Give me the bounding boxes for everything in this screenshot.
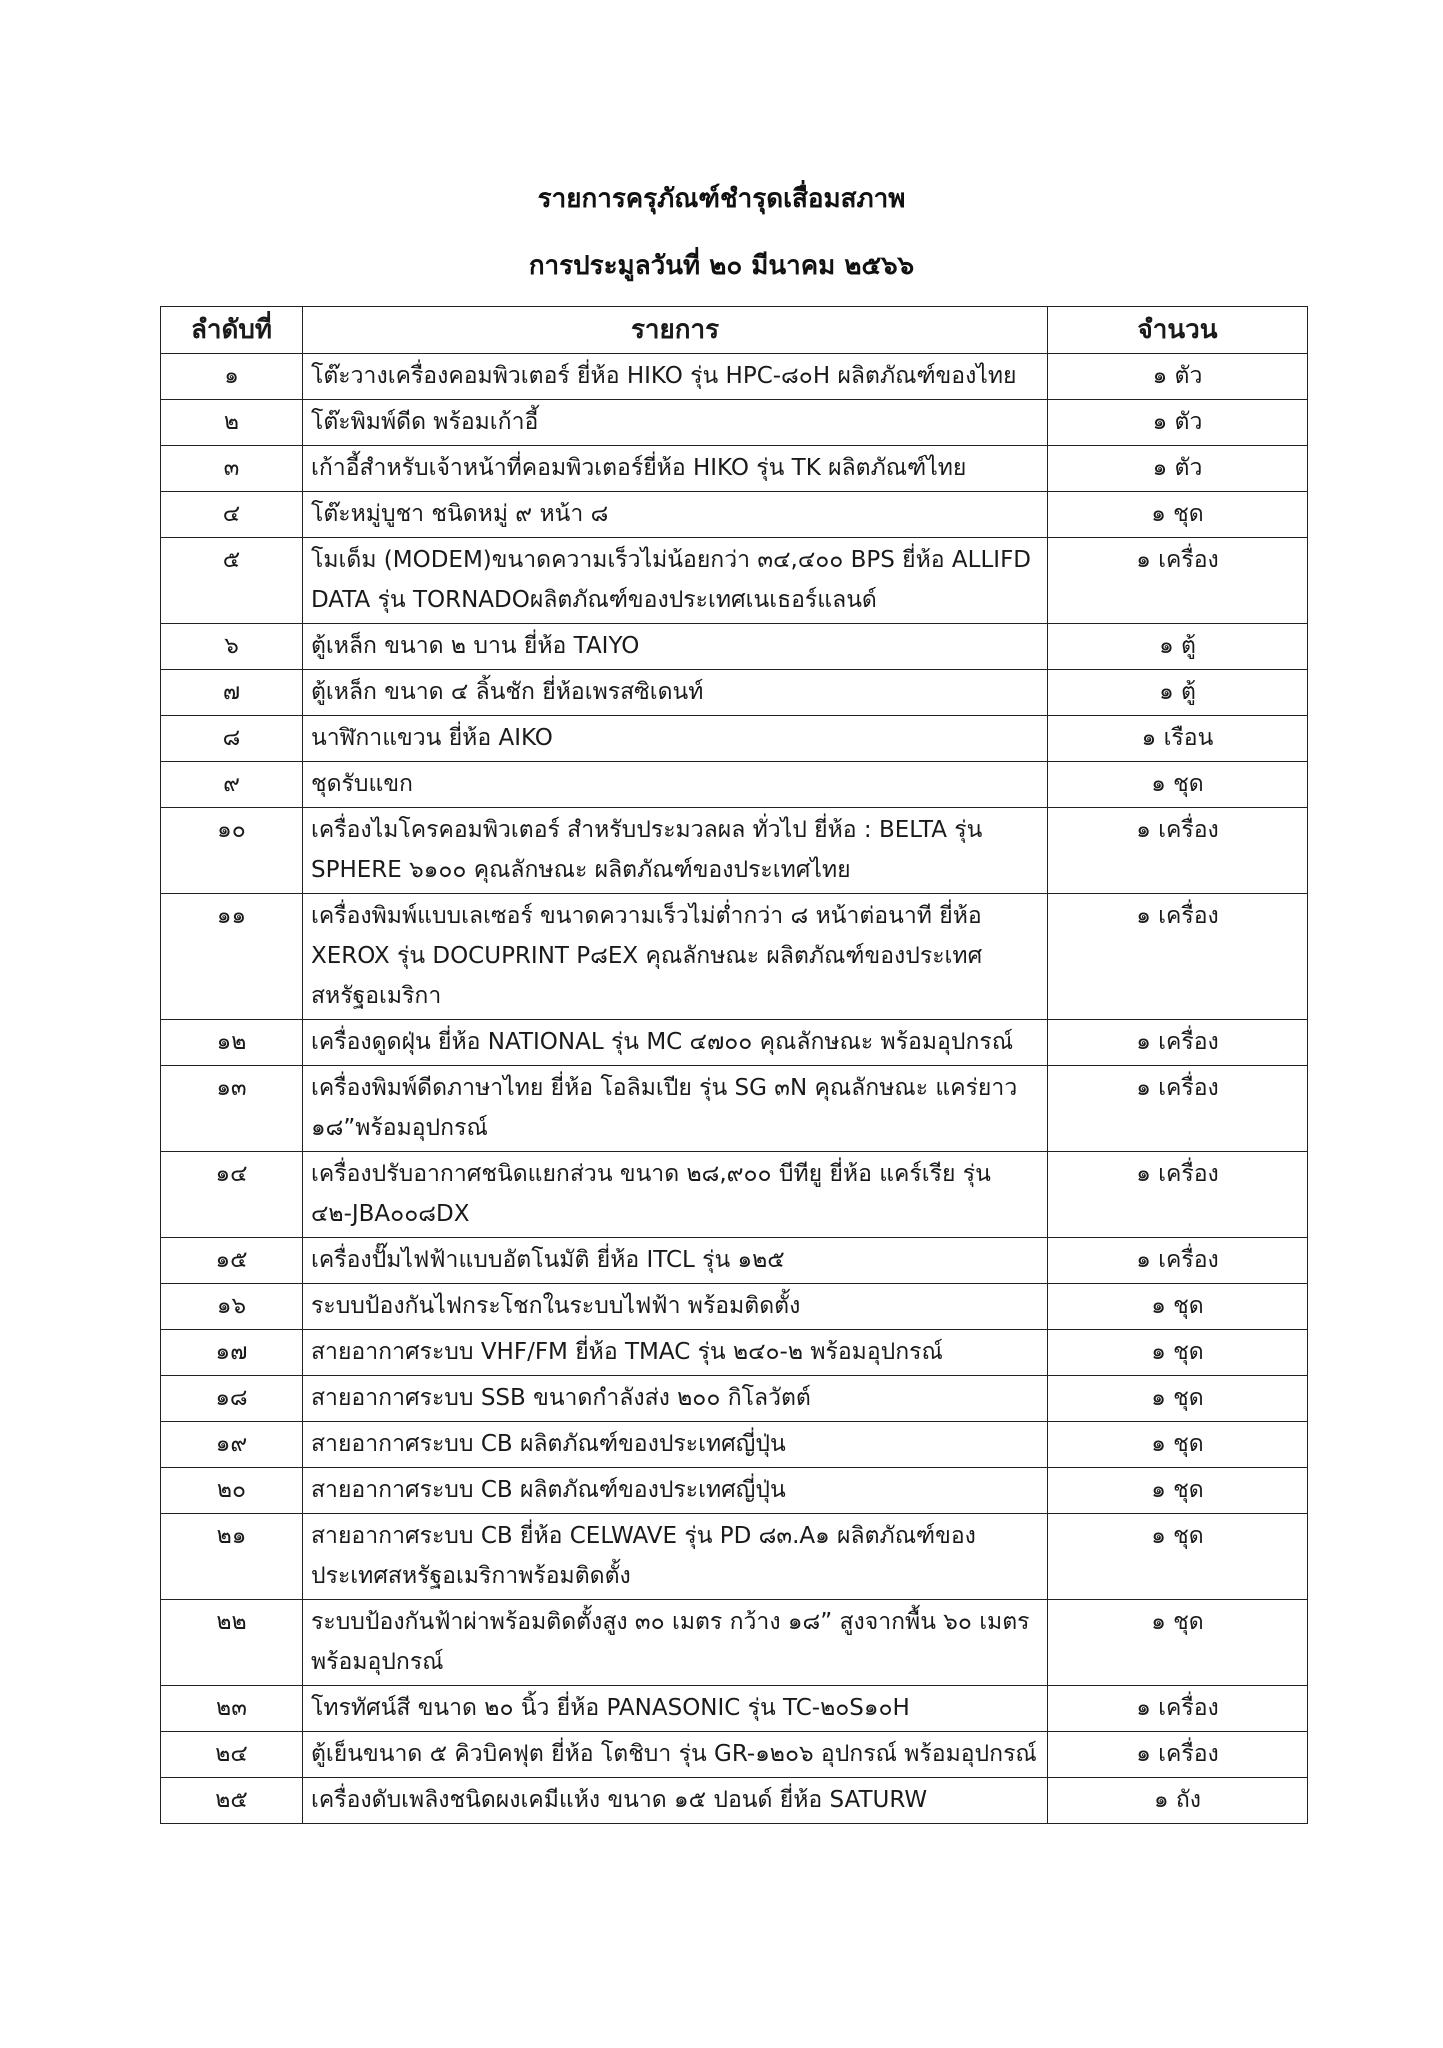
row-item: ตู้เหล็ก ขนาด ๒ บาน ยี่ห้อ TAIYO <box>303 624 1048 670</box>
row-item: โต๊ะวางเครื่องคอมพิวเตอร์ ยี่ห้อ HIKO รุ่น HPC-๘๐H ผลิตภัณฑ์ของไทย <box>303 354 1048 400</box>
table-row <box>161 1238 1308 1284</box>
row-item: สายอากาศระบบ VHF/FM ยี่ห้อ TMAC รุ่น ๒๔๐-๒ พร้อมอุปกรณ์ <box>303 1330 1048 1376</box>
row-quantity: ๑ เครื่อง <box>1048 1020 1308 1066</box>
row-quantity: ๑ ตัว <box>1048 446 1308 492</box>
table-row <box>161 670 1308 716</box>
row-item: เครื่องดับเพลิงชนิดผงเคมีแห้ง ขนาด ๑๕ ปอนด์ ยี่ห้อ SATURW <box>303 1778 1048 1824</box>
row-item: นาฬิกาแขวน ยี่ห้อ AIKO <box>303 716 1048 762</box>
table-row <box>161 1600 1308 1686</box>
row-number: ๒๓ <box>161 1686 303 1732</box>
table-row <box>161 624 1308 670</box>
row-item: ระบบป้องกันไฟกระโชกในระบบไฟฟ้า พร้อมติดตั้ง <box>303 1284 1048 1330</box>
row-number: ๒๔ <box>161 1732 303 1778</box>
row-quantity: ๑ ตัว <box>1048 354 1308 400</box>
row-number: ๙ <box>161 762 303 808</box>
row-item: เครื่องปั๊มไฟฟ้าแบบอัตโนมัติ ยี่ห้อ ITCL รุ่น ๑๒๕ <box>303 1238 1048 1284</box>
row-number: ๓ <box>161 446 303 492</box>
row-number: ๑๘ <box>161 1376 303 1422</box>
row-quantity: ๑ ชุด <box>1048 1514 1308 1600</box>
table-row <box>161 1020 1308 1066</box>
header-qty: จำนวน <box>1048 307 1308 354</box>
row-quantity: ๑ ตัว <box>1048 400 1308 446</box>
row-quantity: ๑ ตู้ <box>1048 670 1308 716</box>
row-item: ตู้เหล็ก ขนาด ๔ ลิ้นชัก ยี่ห้อเพรสซิเดนท์ <box>303 670 1048 716</box>
table-row <box>161 1732 1308 1778</box>
row-item: เครื่องไมโครคอมพิวเตอร์ สำหรับประมวลผล ทั่วไป ยี่ห้อ : BELTA รุ่น SPHERE ๖๑๐๐ คุณลักษณะ ผลิตภัณฑ์ของประเทศไทย <box>303 808 1048 894</box>
table-row <box>161 808 1308 894</box>
row-quantity: ๑ ชุด <box>1048 1330 1308 1376</box>
table-row <box>161 1066 1308 1152</box>
row-item: สายอากาศระบบ CB ยี่ห้อ CELWAVE รุ่น PD ๘๓.A๑ ผลิตภัณฑ์ของประเทศสหรัฐอเมริกาพร้อมติดตั้ง <box>303 1514 1048 1600</box>
row-number: ๒๑ <box>161 1514 303 1600</box>
row-number: ๔ <box>161 492 303 538</box>
row-item: สายอากาศระบบ CB ผลิตภัณฑ์ของประเทศญี่ปุ่น <box>303 1468 1048 1514</box>
row-number: ๖ <box>161 624 303 670</box>
items-table <box>160 306 1308 1824</box>
row-quantity: ๑ เครื่อง <box>1048 894 1308 1020</box>
row-number: ๑๑ <box>161 894 303 1020</box>
header-no: ลำดับที่ <box>161 307 303 354</box>
row-item: ชุดรับแขก <box>303 762 1048 808</box>
row-number: ๒๐ <box>161 1468 303 1514</box>
row-item: เครื่องพิมพ์ดีดภาษาไทย ยี่ห้อ โอลิมเปีย รุ่น SG ๓N คุณลักษณะ แคร่ยาว ๑๘”พร้อมอุปกรณ์ <box>303 1066 1048 1152</box>
row-quantity: ๑ ชุด <box>1048 1376 1308 1422</box>
row-quantity: ๑ ชุด <box>1048 1600 1308 1686</box>
row-quantity: ๑ เรือน <box>1048 716 1308 762</box>
row-number: ๑๙ <box>161 1422 303 1468</box>
table-row <box>161 538 1308 624</box>
table-row <box>161 492 1308 538</box>
row-quantity: ๑ เครื่อง <box>1048 1066 1308 1152</box>
table-row <box>161 1284 1308 1330</box>
row-item: ตู้เย็นขนาด ๕ คิวบิคฟุต ยี่ห้อ โตชิบา รุ่น GR-๑๒๐๖ อุปกรณ์ พร้อมอุปกรณ์ <box>303 1732 1048 1778</box>
row-number: ๑๔ <box>161 1152 303 1238</box>
row-quantity: ๑ ชุด <box>1048 492 1308 538</box>
row-item: เครื่องปรับอากาศชนิดแยกส่วน ขนาด ๒๘,๙๐๐ บีทียู ยี่ห้อ แคร์เรีย รุ่น ๔๒-JBA๐๐๘DX <box>303 1152 1048 1238</box>
document-title: รายการครุภัณฑ์ชำรุดเสื่อมสภาพ <box>537 184 906 214</box>
row-quantity: ๑ เครื่อง <box>1048 1732 1308 1778</box>
row-quantity: ๑ ชุด <box>1048 1468 1308 1514</box>
table-row <box>161 1330 1308 1376</box>
table-row <box>161 446 1308 492</box>
row-quantity: ๑ ถัง <box>1048 1778 1308 1824</box>
row-quantity: ๑ เครื่อง <box>1048 1238 1308 1284</box>
row-item: เครื่องพิมพ์แบบเลเซอร์ ขนาดความเร็วไม่ต่ำกว่า ๘ หน้าต่อนาที ยี่ห้อ XEROX รุ่น DOCUPRINT P๘EX คุณลักษณะ ผลิตภัณฑ์ของประเทศสหรัฐอเมริกา <box>303 894 1048 1020</box>
row-number: ๒๕ <box>161 1778 303 1824</box>
row-number: ๑๖ <box>161 1284 303 1330</box>
row-item: โมเด็ม (MODEM)ขนาดความเร็วไม่น้อยกว่า ๓๔,๔๐๐ BPS ยี่ห้อ ALLIFD DATA รุ่น TORNADOผลิตภัณฑ์ของประเทศเนเธอร์แลนด์ <box>303 538 1048 624</box>
row-item: โต๊ะพิมพ์ดีด พร้อมเก้าอี้ <box>303 400 1048 446</box>
row-number: ๑ <box>161 354 303 400</box>
row-quantity: ๑ ชุด <box>1048 1284 1308 1330</box>
row-number: ๕ <box>161 538 303 624</box>
document-subtitle: การประมูลวันที่ ๒๐ มีนาคม ๒๕๖๖ <box>528 251 915 281</box>
row-number: ๑๓ <box>161 1066 303 1152</box>
table-row <box>161 354 1308 400</box>
row-number: ๒ <box>161 400 303 446</box>
table-row <box>161 1778 1308 1824</box>
header-item: รายการ <box>303 307 1048 354</box>
table-row <box>161 1514 1308 1600</box>
row-number: ๘ <box>161 716 303 762</box>
row-quantity: ๑ เครื่อง <box>1048 538 1308 624</box>
row-number: ๑๐ <box>161 808 303 894</box>
row-number: ๑๗ <box>161 1330 303 1376</box>
row-quantity: ๑ ชุด <box>1048 1422 1308 1468</box>
table-row <box>161 1376 1308 1422</box>
table-row <box>161 1686 1308 1732</box>
row-item: โต๊ะหมู่บูชา ชนิดหมู่ ๙ หน้า ๘ <box>303 492 1048 538</box>
table-row <box>161 894 1308 1020</box>
row-quantity: ๑ เครื่อง <box>1048 808 1308 894</box>
row-quantity: ๑ ตู้ <box>1048 624 1308 670</box>
table-header-row <box>161 307 1308 354</box>
table-row <box>161 1422 1308 1468</box>
row-number: ๑๒ <box>161 1020 303 1066</box>
row-item: สายอากาศระบบ CB ผลิตภัณฑ์ของประเทศญี่ปุ่น <box>303 1422 1048 1468</box>
row-item: ระบบป้องกันฟ้าผ่าพร้อมติดตั้งสูง ๓๐ เมตร กว้าง ๑๘” สูงจากพื้น ๖๐ เมตร พร้อมอุปกรณ์ <box>303 1600 1048 1686</box>
table-row <box>161 716 1308 762</box>
table-row <box>161 762 1308 808</box>
row-item: เครื่องดูดฝุ่น ยี่ห้อ NATIONAL รุ่น MC ๔๗๐๐ คุณลักษณะ พร้อมอุปกรณ์ <box>303 1020 1048 1066</box>
table-row <box>161 400 1308 446</box>
table-body <box>161 354 1308 1824</box>
table-row <box>161 1468 1308 1514</box>
row-item: เก้าอี้สำหรับเจ้าหน้าที่คอมพิวเตอร์ยี่ห้อ HIKO รุ่น TK ผลิตภัณฑ์ไทย <box>303 446 1048 492</box>
row-number: ๒๒ <box>161 1600 303 1686</box>
row-quantity: ๑ ชุด <box>1048 762 1308 808</box>
row-quantity: ๑ เครื่อง <box>1048 1152 1308 1238</box>
row-number: ๑๕ <box>161 1238 303 1284</box>
row-item: สายอากาศระบบ SSB ขนาดกำลังส่ง ๒๐๐ กิโลวัตต์ <box>303 1376 1048 1422</box>
row-number: ๗ <box>161 670 303 716</box>
row-item: โทรทัศน์สี ขนาด ๒๐ นิ้ว ยี่ห้อ PANASONIC รุ่น TC-๒๐S๑๐H <box>303 1686 1048 1732</box>
table-row <box>161 1152 1308 1238</box>
row-quantity: ๑ เครื่อง <box>1048 1686 1308 1732</box>
